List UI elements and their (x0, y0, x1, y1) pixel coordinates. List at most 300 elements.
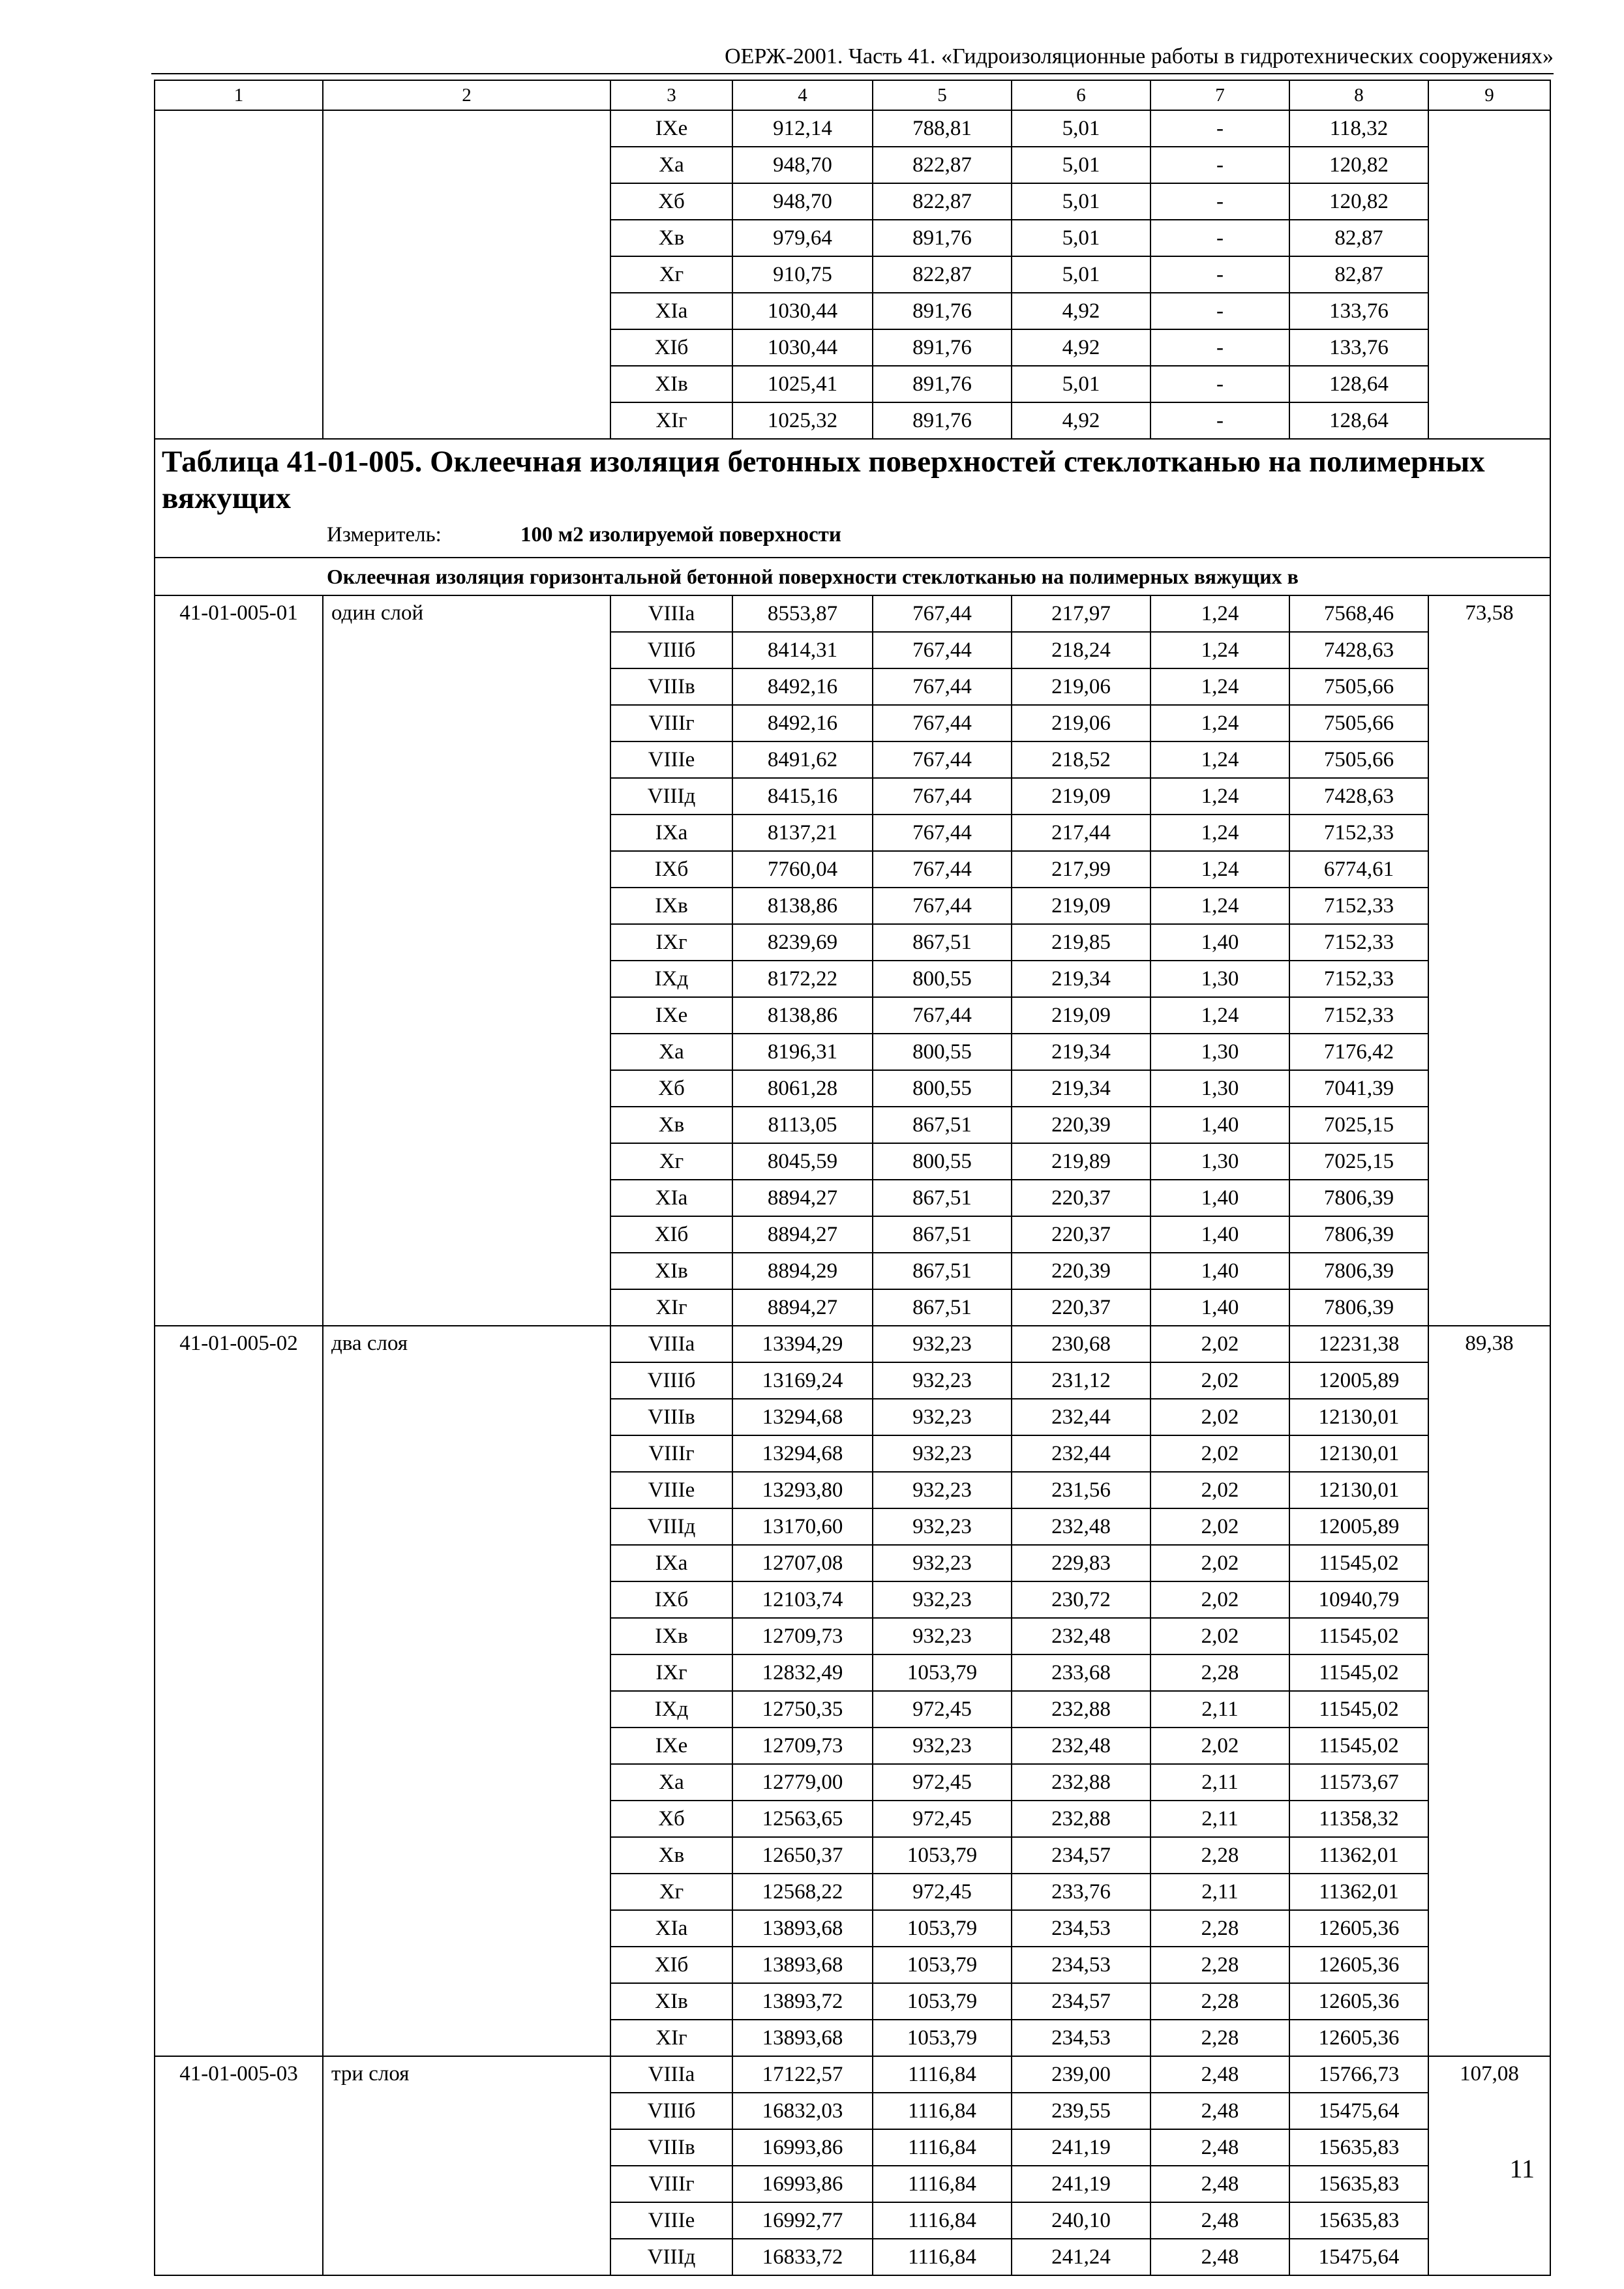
cell-region-code: Xа (610, 147, 732, 183)
cell-machines: 219,34 (1012, 1070, 1150, 1107)
cell-machine-wages: 1,40 (1150, 1107, 1289, 1143)
cell-machines: 219,85 (1012, 924, 1150, 961)
cell-machines: 232,88 (1012, 1801, 1150, 1837)
cell-materials: 12231,38 (1289, 1326, 1428, 1362)
cell-region-code: Xа (610, 1764, 732, 1801)
cell-region-code: IXг (610, 1654, 732, 1691)
cell-region-code: IXб (610, 851, 732, 888)
cell-materials: 15766,73 (1289, 2056, 1428, 2093)
cell-machines: 217,44 (1012, 815, 1150, 851)
cell-region-code: Xа (610, 1034, 732, 1070)
cell-total-cost: 12563,65 (732, 1801, 873, 1837)
cell-machines: 5,01 (1012, 147, 1150, 183)
cell-machines: 232,48 (1012, 1728, 1150, 1764)
cell-total-cost: 1030,44 (732, 293, 873, 329)
column-number-7: 7 (1150, 80, 1289, 110)
header-title: ОЕРЖ-2001. Часть 41. «Гидроизоляционные работы в гидротехнических сооружениях» (725, 44, 1554, 68)
cell-machine-wages: 2,02 (1150, 1435, 1289, 1472)
cell-machines: 219,09 (1012, 997, 1150, 1034)
cell-wages: 1116,84 (873, 2239, 1012, 2275)
cell-machine-wages: 2,48 (1150, 2093, 1289, 2129)
cell-wages: 891,76 (873, 366, 1012, 402)
cell-wages: 891,76 (873, 293, 1012, 329)
cell-total-cost: 7760,04 (732, 851, 873, 888)
cell-materials: 7568,46 (1289, 595, 1428, 632)
cell-region-code: XIа (610, 1180, 732, 1216)
section-heading-row (155, 558, 1550, 595)
cell-code: 41-01-005-03 (155, 2056, 323, 2275)
table-row (155, 595, 1550, 632)
table-title-block (155, 439, 1550, 558)
cell-machine-wages: 1,30 (1150, 961, 1289, 997)
cell-materials: 12605,36 (1289, 1947, 1428, 1983)
cell-machine-wages: 2,02 (1150, 1472, 1289, 1508)
cell-machine-wages: 2,02 (1150, 1581, 1289, 1618)
cell-total-cost: 8138,86 (732, 888, 873, 924)
cell-region-code: IXе (610, 110, 732, 147)
cell-region-code: VIIIе (610, 741, 732, 778)
cell-materials: 11545,02 (1289, 1618, 1428, 1654)
cell-machines: 220,39 (1012, 1107, 1150, 1143)
cell-total-cost: 16832,03 (732, 2093, 873, 2129)
cell-materials: 15475,64 (1289, 2093, 1428, 2129)
cell-machines: 240,10 (1012, 2202, 1150, 2239)
cell-region-code: IXд (610, 961, 732, 997)
cell-materials: 11362,01 (1289, 1874, 1428, 1910)
cell-labor: 107,08 (1428, 2056, 1550, 2275)
cell-region-code: VIIIв (610, 2129, 732, 2166)
cell-materials: 12605,36 (1289, 1910, 1428, 1947)
cell-machine-wages: 2,48 (1150, 2056, 1289, 2093)
cell-wages: 1116,84 (873, 2166, 1012, 2202)
cell-machine-wages: - (1150, 402, 1289, 439)
cell-machines: 239,55 (1012, 2093, 1150, 2129)
cell-machine-wages: - (1150, 220, 1289, 256)
cell-machine-wages: 1,24 (1150, 888, 1289, 924)
cell-wages: 767,44 (873, 997, 1012, 1034)
cell-wages: 932,23 (873, 1326, 1012, 1362)
cell-machines: 220,39 (1012, 1253, 1150, 1289)
cell-wages: 932,23 (873, 1435, 1012, 1472)
cell-machine-wages: 2,02 (1150, 1545, 1289, 1581)
cell-wages: 1053,79 (873, 1947, 1012, 1983)
cell-machines: 219,34 (1012, 961, 1150, 997)
cell-materials: 7505,66 (1289, 705, 1428, 741)
cell-total-cost: 12650,37 (732, 1837, 873, 1874)
cell-machines: 217,97 (1012, 595, 1150, 632)
cell-machine-wages: 2,28 (1150, 1983, 1289, 2020)
cell-wages: 1053,79 (873, 2020, 1012, 2056)
cell-materials: 12605,36 (1289, 1983, 1428, 2020)
cell-wages: 1053,79 (873, 1837, 1012, 1874)
cell-machine-wages: 1,24 (1150, 632, 1289, 668)
cell-materials: 7025,15 (1289, 1107, 1428, 1143)
cell-region-code: VIIIа (610, 595, 732, 632)
cell-materials: 11545,02 (1289, 1545, 1428, 1581)
cell-wages: 867,51 (873, 1216, 1012, 1253)
cell-machine-wages: 1,40 (1150, 1216, 1289, 1253)
measure-label: Измеритель: (327, 523, 442, 546)
cell-total-cost: 12568,22 (732, 1874, 873, 1910)
cell-machines: 232,44 (1012, 1399, 1150, 1435)
cell-region-code: VIIIб (610, 632, 732, 668)
cell-materials: 128,64 (1289, 366, 1428, 402)
cell-region-code: VIIIв (610, 668, 732, 705)
column-number-5: 5 (873, 80, 1012, 110)
cell-region-code: VIIIб (610, 1362, 732, 1399)
cell-machines: 4,92 (1012, 293, 1150, 329)
cell-total-cost: 13170,60 (732, 1508, 873, 1545)
cell-total-cost: 13169,24 (732, 1362, 873, 1399)
cell-total-cost: 13293,80 (732, 1472, 873, 1508)
cell-total-cost: 12832,49 (732, 1654, 873, 1691)
cell-total-cost: 8138,86 (732, 997, 873, 1034)
cell-region-code: Xб (610, 183, 732, 220)
cell-machine-wages: 1,40 (1150, 1253, 1289, 1289)
cell-materials: 11545,02 (1289, 1691, 1428, 1728)
cell-wages: 1053,79 (873, 1910, 1012, 1947)
table-row (155, 2056, 1550, 2093)
cell-code: 41-01-005-02 (155, 1326, 323, 2056)
cell-machines: 231,12 (1012, 1362, 1150, 1399)
cell-region-code: Xг (610, 1874, 732, 1910)
cell-total-cost: 8172,22 (732, 961, 873, 997)
cell-wages: 800,55 (873, 1070, 1012, 1107)
cell-region-code: Xв (610, 1107, 732, 1143)
cell-description: один слой (323, 595, 610, 1326)
cell-total-cost: 1025,32 (732, 402, 873, 439)
cell-machines: 232,48 (1012, 1508, 1150, 1545)
cell-wages: 932,23 (873, 1545, 1012, 1581)
cell-total-cost: 1030,44 (732, 329, 873, 366)
measure-line (162, 522, 1543, 548)
table-title: Таблица 41-01-005. Оклеечная изоляция бетонных поверхностей стеклотканью на полимерных вяжущих (162, 445, 1485, 515)
cell-materials: 118,32 (1289, 110, 1428, 147)
cell-machine-wages: 2,02 (1150, 1326, 1289, 1362)
cell-materials: 11545,02 (1289, 1654, 1428, 1691)
cell-machine-wages: 2,11 (1150, 1801, 1289, 1837)
cell-wages: 1116,84 (873, 2093, 1012, 2129)
cell-region-code: XIа (610, 293, 732, 329)
cell-machines: 5,01 (1012, 220, 1150, 256)
cell-machines: 239,00 (1012, 2056, 1150, 2093)
cell-total-cost: 13893,68 (732, 1947, 873, 1983)
cell-machines: 219,34 (1012, 1034, 1150, 1070)
cell-total-cost: 17122,57 (732, 2056, 873, 2093)
cell-machine-wages: - (1150, 329, 1289, 366)
cell-materials: 7505,66 (1289, 668, 1428, 705)
cell-total-cost: 13893,72 (732, 1983, 873, 2020)
cell-machines: 234,53 (1012, 1947, 1150, 1983)
cell-wages: 972,45 (873, 1691, 1012, 1728)
cell-wages: 1116,84 (873, 2129, 1012, 2166)
cell-materials: 7505,66 (1289, 741, 1428, 778)
cell-total-cost: 912,14 (732, 110, 873, 147)
cell-total-cost: 8553,87 (732, 595, 873, 632)
cell-wages: 932,23 (873, 1581, 1012, 1618)
cell-wages: 891,76 (873, 220, 1012, 256)
cell-materials: 82,87 (1289, 220, 1428, 256)
cell-wages: 972,45 (873, 1874, 1012, 1910)
cell-machines: 234,53 (1012, 2020, 1150, 2056)
cell-total-cost: 8894,27 (732, 1180, 873, 1216)
cell-wages: 1116,84 (873, 2056, 1012, 2093)
cell-machines: 230,72 (1012, 1581, 1150, 1618)
cell-wages: 932,23 (873, 1508, 1012, 1545)
cell-region-code: IXв (610, 888, 732, 924)
cell-region-code: XIг (610, 1289, 732, 1326)
cell-materials: 12005,89 (1289, 1362, 1428, 1399)
cell-machine-wages: 2,02 (1150, 1399, 1289, 1435)
cell-total-cost: 8491,62 (732, 741, 873, 778)
cell-machines: 232,88 (1012, 1764, 1150, 1801)
cell-region-code: XIг (610, 402, 732, 439)
cell-machines: 234,53 (1012, 1910, 1150, 1947)
cell-region-code: VIIIд (610, 778, 732, 815)
cell-code: 41-01-005-01 (155, 595, 323, 1326)
cell-total-cost: 16993,86 (732, 2166, 873, 2202)
cell-machines: 219,06 (1012, 668, 1150, 705)
cell-machine-wages: 1,24 (1150, 741, 1289, 778)
cell-materials: 133,76 (1289, 329, 1428, 366)
cell-machine-wages: 2,11 (1150, 1874, 1289, 1910)
page-header (151, 40, 1554, 73)
cell-materials: 82,87 (1289, 256, 1428, 293)
cell-machine-wages: 1,24 (1150, 997, 1289, 1034)
cell-materials: 15635,83 (1289, 2166, 1428, 2202)
cell-machine-wages: - (1150, 147, 1289, 183)
cell-wages: 767,44 (873, 632, 1012, 668)
cell-machine-wages: 2,48 (1150, 2129, 1289, 2166)
cell-machine-wages: - (1150, 366, 1289, 402)
header-rule (151, 73, 1554, 74)
cell-machine-wages: 2,02 (1150, 1508, 1289, 1545)
cell-wages: 767,44 (873, 668, 1012, 705)
cell-machine-wages: 2,02 (1150, 1618, 1289, 1654)
cell-region-code: VIIIе (610, 1472, 732, 1508)
cell-machine-wages: 2,11 (1150, 1691, 1289, 1728)
cell-region-code: Xв (610, 220, 732, 256)
cell-machine-wages: 1,40 (1150, 1180, 1289, 1216)
cell-region-code: VIIIа (610, 2056, 732, 2093)
cell-wages: 932,23 (873, 1362, 1012, 1399)
cell-machines: 220,37 (1012, 1216, 1150, 1253)
cell-materials: 7428,63 (1289, 778, 1428, 815)
cell-total-cost: 8239,69 (732, 924, 873, 961)
cell-machine-wages: 1,24 (1150, 778, 1289, 815)
cell-materials: 11358,32 (1289, 1801, 1428, 1837)
cell-total-cost: 8415,16 (732, 778, 873, 815)
cell-materials: 7025,15 (1289, 1143, 1428, 1180)
cell-wages: 788,81 (873, 110, 1012, 147)
cell-wages: 822,87 (873, 147, 1012, 183)
table-row (155, 1326, 1550, 1362)
cell-materials: 7806,39 (1289, 1289, 1428, 1326)
cell-materials: 12130,01 (1289, 1399, 1428, 1435)
cell-region-code: VIIIб (610, 2093, 732, 2129)
cell-materials: 11545,02 (1289, 1728, 1428, 1764)
cell-wages: 867,51 (873, 924, 1012, 961)
cell-total-cost: 12103,74 (732, 1581, 873, 1618)
cell-total-cost: 13893,68 (732, 1910, 873, 1947)
measure-value: 100 м2 изолируемой поверхности (520, 523, 841, 546)
cell-total-cost: 948,70 (732, 147, 873, 183)
cell-materials: 120,82 (1289, 183, 1428, 220)
cell-machine-wages: 2,02 (1150, 1362, 1289, 1399)
cell-wages: 767,44 (873, 705, 1012, 741)
cell-materials: 128,64 (1289, 402, 1428, 439)
cell-region-code: IXа (610, 1545, 732, 1581)
column-number-3: 3 (610, 80, 732, 110)
cell-total-cost: 13394,29 (732, 1326, 873, 1362)
cell-labor: 89,38 (1428, 1326, 1550, 2056)
cell-total-cost: 16833,72 (732, 2239, 873, 2275)
cell-wages: 1053,79 (873, 1983, 1012, 2020)
cell-machine-wages: 1,30 (1150, 1034, 1289, 1070)
cell-wages: 767,44 (873, 888, 1012, 924)
cell-materials: 11362,01 (1289, 1837, 1428, 1874)
cell-materials: 7152,33 (1289, 924, 1428, 961)
cell-region-code: VIIIд (610, 1508, 732, 1545)
cell-machine-wages: 1,30 (1150, 1143, 1289, 1180)
cell-wages: 891,76 (873, 402, 1012, 439)
cell-total-cost: 8894,27 (732, 1289, 873, 1326)
cell-total-cost: 979,64 (732, 220, 873, 256)
column-number-8: 8 (1289, 80, 1428, 110)
cell-wages: 800,55 (873, 1143, 1012, 1180)
cell-region-code: XIб (610, 1216, 732, 1253)
cell-machine-wages: 2,02 (1150, 1728, 1289, 1764)
cell-machines: 219,89 (1012, 1143, 1150, 1180)
cell-machine-wages: 1,24 (1150, 595, 1289, 632)
cell-total-cost: 1025,41 (732, 366, 873, 402)
cell-materials: 15475,64 (1289, 2239, 1428, 2275)
cell-machines: 218,52 (1012, 741, 1150, 778)
cell-machine-wages: 2,28 (1150, 2020, 1289, 2056)
cell-materials: 7152,33 (1289, 961, 1428, 997)
cell-machines: 234,57 (1012, 1983, 1150, 2020)
cell-region-code: IXв (610, 1618, 732, 1654)
cell-wages: 800,55 (873, 961, 1012, 997)
cell-machine-wages: - (1150, 110, 1289, 147)
cell-total-cost: 13893,68 (732, 2020, 873, 2056)
cell-materials: 7041,39 (1289, 1070, 1428, 1107)
cell-region-code: XIг (610, 2020, 732, 2056)
column-number-9: 9 (1428, 80, 1550, 110)
section-heading: Оклеечная изоляция горизонтальной бетонной поверхности стеклотканью на полимерных вяжущих в (155, 558, 1550, 595)
cell-total-cost: 8894,29 (732, 1253, 873, 1289)
cell-machines: 241,19 (1012, 2166, 1150, 2202)
cell-machines: 234,57 (1012, 1837, 1150, 1874)
cell-machine-wages: 1,24 (1150, 705, 1289, 741)
cell-machines: 220,37 (1012, 1180, 1150, 1216)
cell-materials: 6774,61 (1289, 851, 1428, 888)
cell-total-cost: 12779,00 (732, 1764, 873, 1801)
cell-total-cost: 12709,73 (732, 1618, 873, 1654)
cell-machine-wages: 1,40 (1150, 924, 1289, 961)
cell-machine-wages: - (1150, 256, 1289, 293)
cell-region-code: XIб (610, 329, 732, 366)
cell-wages: 932,23 (873, 1399, 1012, 1435)
cell-total-cost: 8414,31 (732, 632, 873, 668)
cell-machine-wages: 2,28 (1150, 1947, 1289, 1983)
cell-wages: 1053,79 (873, 1654, 1012, 1691)
cell-machines: 4,92 (1012, 329, 1150, 366)
cell-machines: 218,24 (1012, 632, 1150, 668)
cell-machines: 217,99 (1012, 851, 1150, 888)
column-number-4: 4 (732, 80, 873, 110)
cell-region-code: Xб (610, 1070, 732, 1107)
cell-wages: 932,23 (873, 1618, 1012, 1654)
cell-wages: 972,45 (873, 1801, 1012, 1837)
cell-materials: 12605,36 (1289, 2020, 1428, 2056)
cell-wages: 932,23 (873, 1472, 1012, 1508)
cell-materials: 12130,01 (1289, 1435, 1428, 1472)
cell-machines: 219,06 (1012, 705, 1150, 741)
cell-region-code: XIб (610, 1947, 732, 1983)
cell-region-code: XIв (610, 1983, 732, 2020)
cell-wages: 767,44 (873, 595, 1012, 632)
cell-wages: 867,51 (873, 1180, 1012, 1216)
rates-table (154, 80, 1551, 2276)
cell-code (155, 110, 323, 439)
cell-region-code: Xб (610, 1801, 732, 1837)
cell-description: три слоя (323, 2056, 610, 2275)
cell-machines: 241,24 (1012, 2239, 1150, 2275)
cell-machine-wages: 1,24 (1150, 851, 1289, 888)
cell-machines: 230,68 (1012, 1326, 1150, 1362)
cell-machine-wages: 2,28 (1150, 1654, 1289, 1691)
cell-region-code: XIа (610, 1910, 732, 1947)
cell-total-cost: 8196,31 (732, 1034, 873, 1070)
cell-machines: 5,01 (1012, 256, 1150, 293)
cell-machines: 5,01 (1012, 110, 1150, 147)
cell-total-cost: 16992,77 (732, 2202, 873, 2239)
cell-description (323, 110, 610, 439)
cell-total-cost: 910,75 (732, 256, 873, 293)
cell-wages: 972,45 (873, 1764, 1012, 1801)
cell-materials: 120,82 (1289, 147, 1428, 183)
cell-materials: 7806,39 (1289, 1216, 1428, 1253)
cell-region-code: VIIIг (610, 705, 732, 741)
cell-total-cost: 8061,28 (732, 1070, 873, 1107)
cell-region-code: VIIIг (610, 1435, 732, 1472)
cell-region-code: IXе (610, 1728, 732, 1764)
cell-materials: 7152,33 (1289, 888, 1428, 924)
column-number-row (155, 80, 1550, 110)
cell-wages: 932,23 (873, 1728, 1012, 1764)
cell-machines: 229,83 (1012, 1545, 1150, 1581)
cell-materials: 11573,67 (1289, 1764, 1428, 1801)
cell-machine-wages: 2,48 (1150, 2166, 1289, 2202)
cell-region-code: IXд (610, 1691, 732, 1728)
cell-materials: 7152,33 (1289, 997, 1428, 1034)
cell-materials: 15635,83 (1289, 2129, 1428, 2166)
cell-machine-wages: 1,30 (1150, 1070, 1289, 1107)
cell-machine-wages: 2,48 (1150, 2202, 1289, 2239)
column-number-2: 2 (323, 80, 610, 110)
cell-wages: 767,44 (873, 778, 1012, 815)
cell-machines: 5,01 (1012, 183, 1150, 220)
cell-region-code: IXа (610, 815, 732, 851)
cell-materials: 10940,79 (1289, 1581, 1428, 1618)
cell-region-code: XIв (610, 1253, 732, 1289)
cell-wages: 1116,84 (873, 2202, 1012, 2239)
cell-total-cost: 12707,08 (732, 1545, 873, 1581)
cell-wages: 767,44 (873, 815, 1012, 851)
cell-total-cost: 8137,21 (732, 815, 873, 851)
cell-machine-wages: - (1150, 183, 1289, 220)
